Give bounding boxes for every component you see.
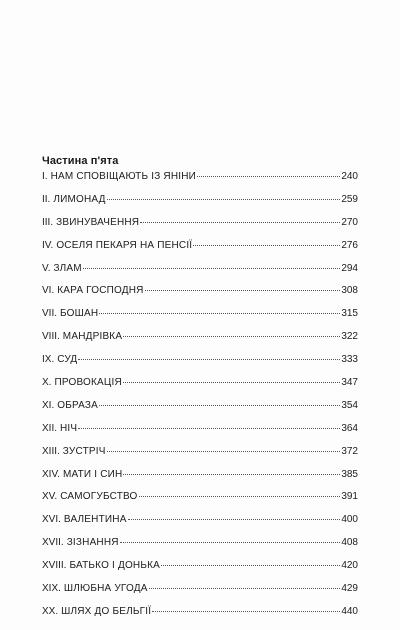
toc-row <box>42 377 358 400</box>
toc-chapter-number: XVI. <box>42 514 61 526</box>
toc-row <box>42 240 358 263</box>
toc-chapter-number: VII. <box>42 308 58 320</box>
toc-page-number: 420 <box>341 560 358 572</box>
toc-row <box>42 171 358 194</box>
toc-page-number: 270 <box>341 216 358 228</box>
dot-leader <box>78 359 340 360</box>
toc-row <box>42 308 358 331</box>
toc-chapter-number: XVII. <box>42 537 64 549</box>
dot-leader <box>139 496 341 497</box>
dot-leader <box>149 588 341 589</box>
toc-page-number: 385 <box>341 468 358 480</box>
toc-chapter-number: I. <box>42 171 48 182</box>
toc-chapter-number: IX. <box>42 354 55 366</box>
dot-leader <box>123 336 340 337</box>
toc-row <box>42 400 358 423</box>
toc-chapter-title: ВАЛЕНТИНА <box>63 514 127 526</box>
dot-leader <box>107 451 341 452</box>
toc-row <box>42 285 358 308</box>
toc-chapter-title: ЗУСТРІЧ <box>62 445 106 457</box>
toc-row <box>42 217 358 240</box>
toc-row <box>42 469 358 492</box>
toc-page-number: 347 <box>341 377 358 389</box>
dot-leader <box>99 405 340 406</box>
toc-chapter-title: БОШАН <box>60 308 99 320</box>
toc-row <box>42 446 358 469</box>
toc-chapter-number: XI. <box>42 399 55 411</box>
toc-chapter-number: III. <box>42 216 54 228</box>
toc-chapter-number: XII. <box>42 422 58 434</box>
dot-leader <box>83 268 340 269</box>
dot-leader <box>78 428 340 429</box>
toc-chapter-number: XIII. <box>42 445 60 457</box>
toc-row <box>42 514 358 537</box>
dot-leader <box>123 474 340 475</box>
toc-chapter-title: НІЧ <box>60 422 78 434</box>
toc-row <box>42 423 358 446</box>
dot-leader <box>123 382 340 383</box>
toc-chapter-number: VIII. <box>42 331 60 343</box>
toc-page-number: 354 <box>341 399 358 411</box>
toc-chapter-number: V. <box>42 262 51 274</box>
toc-page-number: 408 <box>341 537 358 549</box>
toc-page-number: 294 <box>341 262 358 274</box>
toc-page-number: 276 <box>341 239 358 251</box>
dot-leader <box>193 245 340 246</box>
dot-leader <box>152 611 340 612</box>
toc-chapter-title: ЗВИНУВАЧЕННЯ <box>56 216 140 228</box>
toc-row <box>42 583 358 606</box>
toc-page-number: 364 <box>341 422 358 434</box>
toc-chapter-number: XVIII. <box>42 560 67 572</box>
toc-page-number: 240 <box>341 171 358 182</box>
toc-chapter-title: ЗІЗНАННЯ <box>66 537 119 549</box>
toc-chapter-title: ЗЛАМ <box>53 262 82 274</box>
toc-row <box>42 354 358 377</box>
toc-chapter-title: ШЛЯХ ДО БЕЛЬГІЇ <box>61 605 152 617</box>
toc-page-number: 259 <box>341 193 358 205</box>
dot-leader <box>99 313 340 314</box>
toc-page-number: 322 <box>341 331 358 343</box>
toc-chapter-title: МАНДРІВКА <box>62 331 123 343</box>
section-title: Частина п'ята <box>42 155 119 167</box>
toc-chapter-title: НАМ СПОВІЩАЮТЬ ІЗ ЯНІНИ <box>50 171 197 182</box>
dot-leader <box>128 519 341 520</box>
toc-chapter-title: ЛИМОНАД <box>53 193 106 205</box>
toc-row <box>42 331 358 354</box>
toc-chapter-title: ОБРАЗА <box>57 399 99 411</box>
dot-leader <box>145 290 341 291</box>
toc-chapter-title: ПРОВОКАЦІЯ <box>54 377 122 389</box>
toc-chapter-title: СУД <box>57 354 78 366</box>
toc-page-number: 333 <box>341 354 358 366</box>
toc-chapter-number: XX. <box>42 605 59 617</box>
toc-chapter-title: БАТЬКО І ДОНЬКА <box>69 560 161 572</box>
toc-chapter-title: КАРА ГОСПОДНЯ <box>57 285 144 297</box>
toc-row <box>42 560 358 583</box>
dot-leader <box>120 542 341 543</box>
toc-chapter-title: ОСЕЛЯ ПЕКАРЯ НА ПЕНСІЇ <box>56 239 193 251</box>
toc-page-number: 315 <box>341 308 358 320</box>
toc-row <box>42 537 358 560</box>
toc-chapter-number: X. <box>42 377 52 389</box>
toc-chapter-number: XIV. <box>42 468 60 480</box>
toc-chapter-number: VI. <box>42 285 55 297</box>
toc-chapter-number: IV. <box>42 239 54 251</box>
toc-row <box>42 194 358 217</box>
toc-page-number: 440 <box>341 605 358 617</box>
toc-chapter-title: ШЛЮБНА УГОДА <box>63 583 148 595</box>
toc-row <box>42 263 358 286</box>
table-of-contents <box>42 171 358 629</box>
toc-chapter-number: XV. <box>42 491 58 503</box>
dot-leader <box>107 199 341 200</box>
toc-chapter-number: II. <box>42 193 51 205</box>
toc-chapter-number: XIX. <box>42 583 61 595</box>
toc-row <box>42 491 358 514</box>
dot-leader <box>197 176 340 177</box>
toc-page-number: 391 <box>341 491 358 503</box>
toc-page-number: 372 <box>341 445 358 457</box>
toc-row <box>42 606 358 629</box>
dot-leader <box>161 565 340 566</box>
toc-chapter-title: САМОГУБСТВО <box>60 491 138 503</box>
toc-page-number: 308 <box>341 285 358 297</box>
dot-leader <box>140 222 340 223</box>
toc-chapter-title: МАТИ І СИН <box>62 468 123 480</box>
toc-page-number: 400 <box>341 514 358 526</box>
toc-page-number: 429 <box>341 583 358 595</box>
